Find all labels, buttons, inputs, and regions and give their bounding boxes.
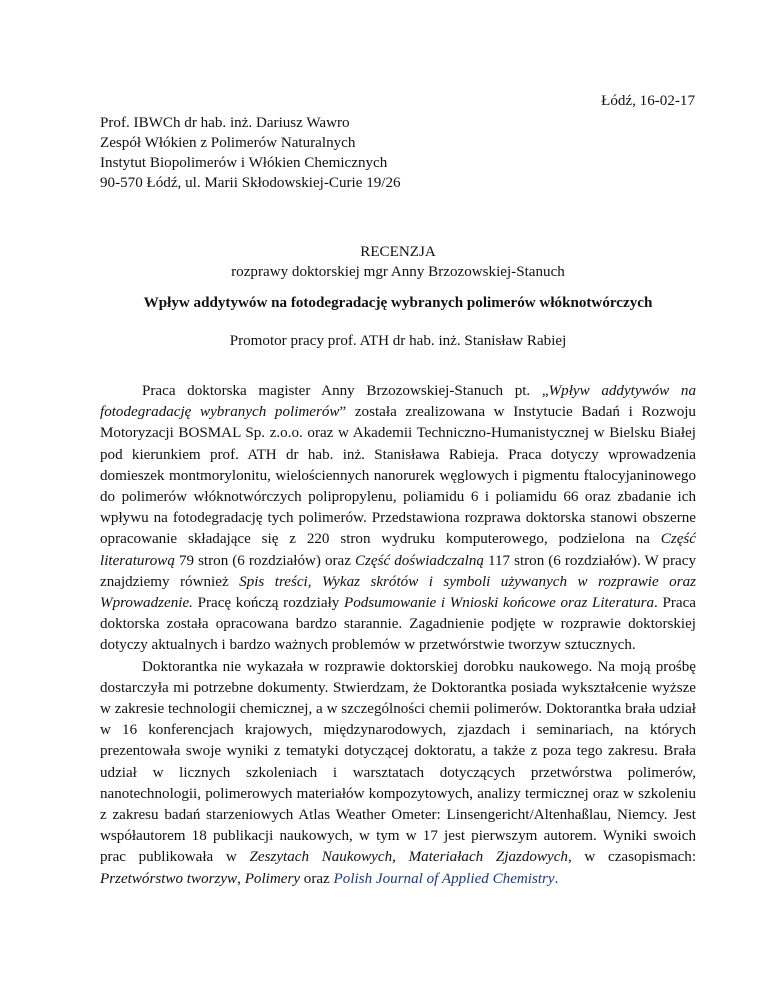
paragraph-1 — [100, 381, 696, 657]
address-line: Instytut Biopolimerów i Włókien Chemicznych — [100, 155, 388, 171]
text-run: . Praca doktorska została opracowana bardzo starannie. Zagadnienie podjęte w rozprawie doktorskiej dotyczy aktualnych i bardzo ważnych problemów w przetwórstwie tworzyw sztucznych. — [100, 595, 696, 654]
document-body — [100, 381, 696, 890]
review-heading: RECENZJA — [360, 244, 436, 260]
italic-run: Część literaturową — [100, 531, 696, 569]
italic-run: Polish Journal of Applied Chemistry — [333, 870, 555, 887]
italic-run: Wpływ addytywów na fotodegradację wybranych polimerów — [100, 383, 696, 421]
italic-run: Wykaz skrótów i symboli używanych w rozprawie oraz Wprowadzenie. — [100, 573, 697, 612]
promotor-line: Promotor pracy prof. ATH dr hab. inż. Stanisław Rabiej — [229, 333, 567, 349]
text-run: ” została zrealizowana w Instytucie Badań i Rozwoju Motoryzacji BOSMAL Sp. z.o.o. oraz w Akademii Techniczno-Humanistycznej w Bielsku Białej pod kierunkiem prof. ATH dr hab. inż. Stanisława Rabieja. Praca dotyczy wprowadzenia domieszek montmorylonitu, wielościennych nanorurek węglowych i pigmentu ftalocyjaninowego do polimerów włóknotwórczych polipropylenu, poliamidu 6 i poliamidu 66 oraz zbadanie ich wpływu na fotodegradację tych polimerów. Przedstawiona rozprawa doktorska stanowi obszerne opracowanie składające się z 220 stron wydruku komputerowego, podzielona na — [100, 404, 696, 548]
italic-run: Podsumowanie i Wnioski końcowe oraz Literatura — [343, 595, 655, 612]
text-run: , — [392, 849, 409, 866]
address-line: Zespół Włókien z Polimerów Naturalnych — [100, 135, 356, 151]
text-run: , w czasopismach: — [567, 849, 697, 866]
text-run: . — [554, 870, 559, 887]
document-date: Łódź, 16-02-17 — [601, 93, 695, 109]
text-run: oraz — [300, 870, 334, 887]
italic-run: Zeszytach Naukowych — [249, 849, 393, 866]
text-run: 117 stron (6 rozdziałów). W pracy znajdziemy również — [100, 552, 696, 590]
italic-run: Materiałach Zjazdowych — [408, 849, 568, 866]
paragraph-2 — [100, 657, 696, 890]
review-subheading: rozprawy doktorskiej mgr Anny Brzozowskiej-Stanuch — [231, 264, 565, 280]
dissertation-title: Wpływ addytywów na fotodegradację wybranych polimerów włóknotwórczych — [143, 295, 653, 311]
text-run: Pracę kończą rozdziały — [192, 595, 344, 612]
text-run: Praca doktorska magister Anny Brzozowskiej-Stanuch pt. „ — [142, 383, 549, 399]
italic-run: Polimery — [244, 870, 301, 887]
italic-run: Przetwórstwo tworzyw — [100, 870, 238, 887]
italic-run: Część doświadczalną — [354, 552, 484, 569]
review-heading-block — [100, 242, 696, 282]
reviewer-address-block — [100, 113, 401, 193]
address-line: 90-570 Łódź, ul. Marii Skłodowskiej-Curie 19/26 — [100, 175, 401, 191]
address-line: Prof. IBWCh dr hab. inż. Dariusz Wawro — [100, 115, 350, 131]
text-run: , — [237, 870, 245, 887]
text-run: , — [307, 573, 322, 590]
italic-run: Spis treści — [239, 573, 308, 590]
text-run: 79 stron (6 rozdziałów) oraz — [174, 552, 355, 569]
text-run: Doktorantka nie wykazała w rozprawie doktorskiej dorobku naukowego. Na moją prośbę dostarczyła mi potrzebne dokumenty. Stwierdzam, że Doktorantka posiada wykształcenie wyższe w zakresie technologii chemicznej, a w szczególności chemii polimerów. Doktorantka brała udział w 16 konferencjach krajowych, międzynarodowych, zjazdach i seminariach, na których prezentowała swoje wyniki z tematyki dotyczącej doktoratu, a także z poza tego zakresu. Brała udział w licznych szkoleniach i warsztatach dotyczących przetwórstwa polimerów, nanotechnologii, polimerowych materiałów kompozytowych, analizy termicznej oraz w szkoleniu z zakresu badań starzeniowych Atlas Weather Ometer: Linsengericht/Altenhaßlau, Niemcy. Jest współautorem 18 publikacji naukowych, w tym w 17 jest pierwszym autorem. Wyniki swoich prac publikowała w — [100, 658, 696, 866]
